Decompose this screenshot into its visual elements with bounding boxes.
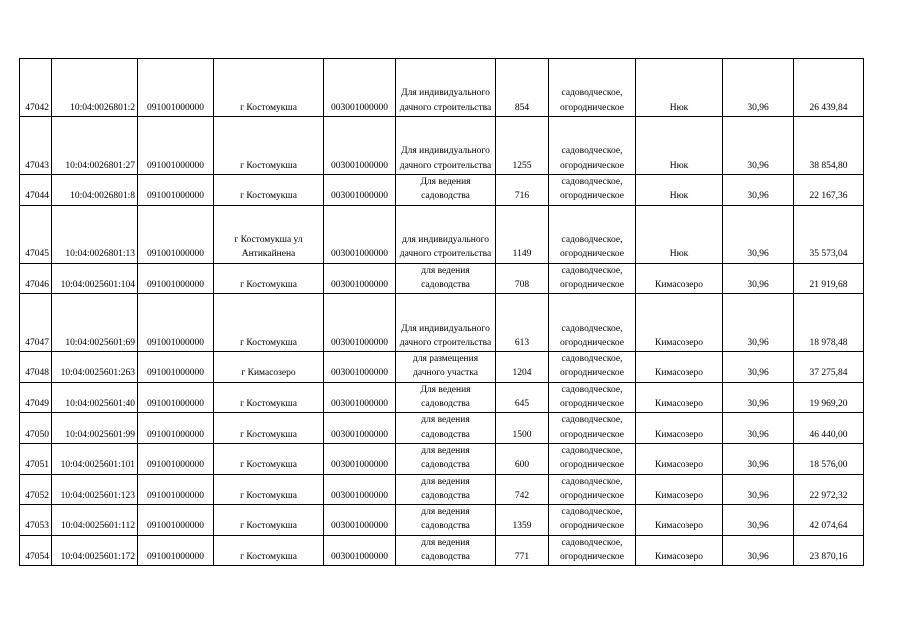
area-cell: 1359 — [496, 505, 549, 536]
locality-cell: Кимасозеро — [636, 382, 723, 413]
cadastral-number-cell: 10:04:0026801:13 — [52, 205, 138, 263]
table-row — [20, 413, 864, 444]
cadastral-value-cell: 23 870,16 — [794, 535, 864, 566]
cadastral-number-cell: 10:04:0026801:8 — [52, 175, 138, 206]
table-row — [20, 294, 864, 352]
area-cell: 742 — [496, 474, 549, 505]
zone-code-cell: 003001000000 — [324, 352, 396, 383]
category-cell: садоводческое, огородническое — [549, 294, 636, 352]
cadastral-number-cell: 10:04:0025601:104 — [52, 263, 138, 294]
oktmo-code-cell: 091001000000 — [138, 175, 214, 206]
oktmo-code-cell: 091001000000 — [138, 205, 214, 263]
row-number-cell: 47044 — [20, 175, 52, 206]
rate-cell: 30,96 — [723, 175, 794, 206]
row-number-cell: 47045 — [20, 205, 52, 263]
category-cell: садоводческое, огородническое — [549, 205, 636, 263]
oktmo-code-cell: 091001000000 — [138, 474, 214, 505]
cadastral-number-cell: 10:04:0025601:172 — [52, 535, 138, 566]
rate-cell: 30,96 — [723, 474, 794, 505]
location-cell: г Кимасозеро — [214, 352, 324, 383]
oktmo-code-cell: 091001000000 — [138, 263, 214, 294]
location-cell: г Костомукша — [214, 443, 324, 474]
oktmo-code-cell: 091001000000 — [138, 352, 214, 383]
category-cell: садоводческое, огородническое — [549, 413, 636, 444]
cadastral-value-cell: 22 972,32 — [794, 474, 864, 505]
permitted-use-cell: для ведения садоводства — [396, 413, 496, 444]
area-cell: 1255 — [496, 117, 549, 175]
cadastral-value-cell: 35 573,04 — [794, 205, 864, 263]
row-number-cell: 47047 — [20, 294, 52, 352]
table-row — [20, 59, 864, 117]
table-row — [20, 117, 864, 175]
table-row — [20, 505, 864, 536]
rate-cell: 30,96 — [723, 263, 794, 294]
location-cell: г Костомукша ул Антикайнена — [214, 205, 324, 263]
area-cell: 716 — [496, 175, 549, 206]
locality-cell: Нюк — [636, 175, 723, 206]
zone-code-cell: 003001000000 — [324, 535, 396, 566]
row-number-cell: 47050 — [20, 413, 52, 444]
cadastral-value-cell: 22 167,36 — [794, 175, 864, 206]
cadastral-number-cell: 10:04:0025601:101 — [52, 443, 138, 474]
row-number-cell: 47042 — [20, 59, 52, 117]
row-number-cell: 47048 — [20, 352, 52, 383]
permitted-use-cell: для ведения садоводства — [396, 263, 496, 294]
cadastral-number-cell: 10:04:0025601:99 — [52, 413, 138, 444]
rate-cell: 30,96 — [723, 443, 794, 474]
location-cell: г Костомукша — [214, 117, 324, 175]
oktmo-code-cell: 091001000000 — [138, 382, 214, 413]
location-cell: г Костомукша — [214, 59, 324, 117]
category-cell: садоводческое, огородническое — [549, 263, 636, 294]
row-number-cell: 47043 — [20, 117, 52, 175]
oktmo-code-cell: 091001000000 — [138, 443, 214, 474]
zone-code-cell: 003001000000 — [324, 382, 396, 413]
category-cell: садоводческое, огородническое — [549, 505, 636, 536]
row-number-cell: 47051 — [20, 443, 52, 474]
table-row — [20, 175, 864, 206]
category-cell: садоводческое, огородническое — [549, 175, 636, 206]
oktmo-code-cell: 091001000000 — [138, 413, 214, 444]
permitted-use-cell: для ведения садоводства — [396, 443, 496, 474]
rate-cell: 30,96 — [723, 535, 794, 566]
row-number-cell: 47049 — [20, 382, 52, 413]
locality-cell: Кимасозеро — [636, 294, 723, 352]
cadastral-value-cell: 18 576,00 — [794, 443, 864, 474]
table-row — [20, 263, 864, 294]
table-row — [20, 474, 864, 505]
rate-cell: 30,96 — [723, 117, 794, 175]
rate-cell: 30,96 — [723, 352, 794, 383]
rate-cell: 30,96 — [723, 382, 794, 413]
zone-code-cell: 003001000000 — [324, 505, 396, 536]
area-cell: 613 — [496, 294, 549, 352]
permitted-use-cell: для ведения садоводства — [396, 505, 496, 536]
category-cell: садоводческое, огородническое — [549, 382, 636, 413]
cadastral-value-cell: 46 440,00 — [794, 413, 864, 444]
cadastral-value-cell: 37 275,84 — [794, 352, 864, 383]
cadastral-value-cell: 26 439,84 — [794, 59, 864, 117]
cadastral-value-cell: 42 074,64 — [794, 505, 864, 536]
location-cell: г Костомукша — [214, 505, 324, 536]
locality-cell: Нюк — [636, 205, 723, 263]
location-cell: г Костомукша — [214, 413, 324, 444]
area-cell: 1500 — [496, 413, 549, 444]
rate-cell: 30,96 — [723, 505, 794, 536]
land-plots-table — [19, 58, 864, 566]
locality-cell: Кимасозеро — [636, 443, 723, 474]
zone-code-cell: 003001000000 — [324, 205, 396, 263]
locality-cell: Нюк — [636, 117, 723, 175]
zone-code-cell: 003001000000 — [324, 413, 396, 444]
rate-cell: 30,96 — [723, 294, 794, 352]
category-cell: садоводческое, огородническое — [549, 535, 636, 566]
location-cell: г Костомукша — [214, 535, 324, 566]
area-cell: 1149 — [496, 205, 549, 263]
locality-cell: Кимасозеро — [636, 413, 723, 444]
oktmo-code-cell: 091001000000 — [138, 117, 214, 175]
locality-cell: Кимасозеро — [636, 505, 723, 536]
oktmo-code-cell: 091001000000 — [138, 294, 214, 352]
zone-code-cell: 003001000000 — [324, 59, 396, 117]
permitted-use-cell: для индивидуального дачного строительства — [396, 205, 496, 263]
area-cell: 645 — [496, 382, 549, 413]
oktmo-code-cell: 091001000000 — [138, 505, 214, 536]
locality-cell: Кимасозеро — [636, 352, 723, 383]
cadastral-number-cell: 10:04:0025601:40 — [52, 382, 138, 413]
row-number-cell: 47053 — [20, 505, 52, 536]
location-cell: г Костомукша — [214, 175, 324, 206]
locality-cell: Кимасозеро — [636, 535, 723, 566]
row-number-cell: 47054 — [20, 535, 52, 566]
zone-code-cell: 003001000000 — [324, 263, 396, 294]
area-cell: 1204 — [496, 352, 549, 383]
cadastral-value-cell: 18 978,48 — [794, 294, 864, 352]
table-row — [20, 535, 864, 566]
permitted-use-cell: Для индивидуального дачного строительства — [396, 294, 496, 352]
category-cell: садоводческое, огородническое — [549, 352, 636, 383]
permitted-use-cell: Для ведения садоводства — [396, 175, 496, 206]
cadastral-number-cell: 10:04:0025601:112 — [52, 505, 138, 536]
location-cell: г Костомукша — [214, 382, 324, 413]
permitted-use-cell: Для индивидуального дачного строительства — [396, 117, 496, 175]
location-cell: г Костомукша — [214, 294, 324, 352]
permitted-use-cell: Для индивидуального дачного строительства — [396, 59, 496, 117]
permitted-use-cell: для ведения садоводства — [396, 474, 496, 505]
table-row — [20, 443, 864, 474]
zone-code-cell: 003001000000 — [324, 117, 396, 175]
cadastral-number-cell: 10:04:0026801:2 — [52, 59, 138, 117]
oktmo-code-cell: 091001000000 — [138, 535, 214, 566]
rate-cell: 30,96 — [723, 205, 794, 263]
rate-cell: 30,96 — [723, 413, 794, 444]
table-row — [20, 205, 864, 263]
oktmo-code-cell: 091001000000 — [138, 59, 214, 117]
locality-cell: Кимасозеро — [636, 263, 723, 294]
locality-cell: Нюк — [636, 59, 723, 117]
table-row — [20, 382, 864, 413]
area-cell: 708 — [496, 263, 549, 294]
category-cell: садоводческое, огородническое — [549, 474, 636, 505]
row-number-cell: 47052 — [20, 474, 52, 505]
zone-code-cell: 003001000000 — [324, 294, 396, 352]
zone-code-cell: 003001000000 — [324, 474, 396, 505]
zone-code-cell: 003001000000 — [324, 443, 396, 474]
permitted-use-cell: для ведения садоводства — [396, 535, 496, 566]
cadastral-number-cell: 10:04:0026801:27 — [52, 117, 138, 175]
category-cell: садоводческое, огородническое — [549, 443, 636, 474]
permitted-use-cell: для размещения дачного участка — [396, 352, 496, 383]
cadastral-number-cell: 10:04:0025601:123 — [52, 474, 138, 505]
permitted-use-cell: Для ведения садоводства — [396, 382, 496, 413]
cadastral-number-cell: 10:04:0025601:69 — [52, 294, 138, 352]
location-cell: г Костомукша — [214, 263, 324, 294]
rate-cell: 30,96 — [723, 59, 794, 117]
cadastral-value-cell: 19 969,20 — [794, 382, 864, 413]
cadastral-number-cell: 10:04:0025601:263 — [52, 352, 138, 383]
area-cell: 600 — [496, 443, 549, 474]
location-cell: г Костомукша — [214, 474, 324, 505]
category-cell: садоводческое, огородническое — [549, 59, 636, 117]
row-number-cell: 47046 — [20, 263, 52, 294]
area-cell: 771 — [496, 535, 549, 566]
locality-cell: Кимасозеро — [636, 474, 723, 505]
area-cell: 854 — [496, 59, 549, 117]
category-cell: садоводческое, огородническое — [549, 117, 636, 175]
table-row — [20, 352, 864, 383]
cadastral-value-cell: 21 919,68 — [794, 263, 864, 294]
cadastral-value-cell: 38 854,80 — [794, 117, 864, 175]
zone-code-cell: 003001000000 — [324, 175, 396, 206]
table-body — [20, 59, 864, 566]
